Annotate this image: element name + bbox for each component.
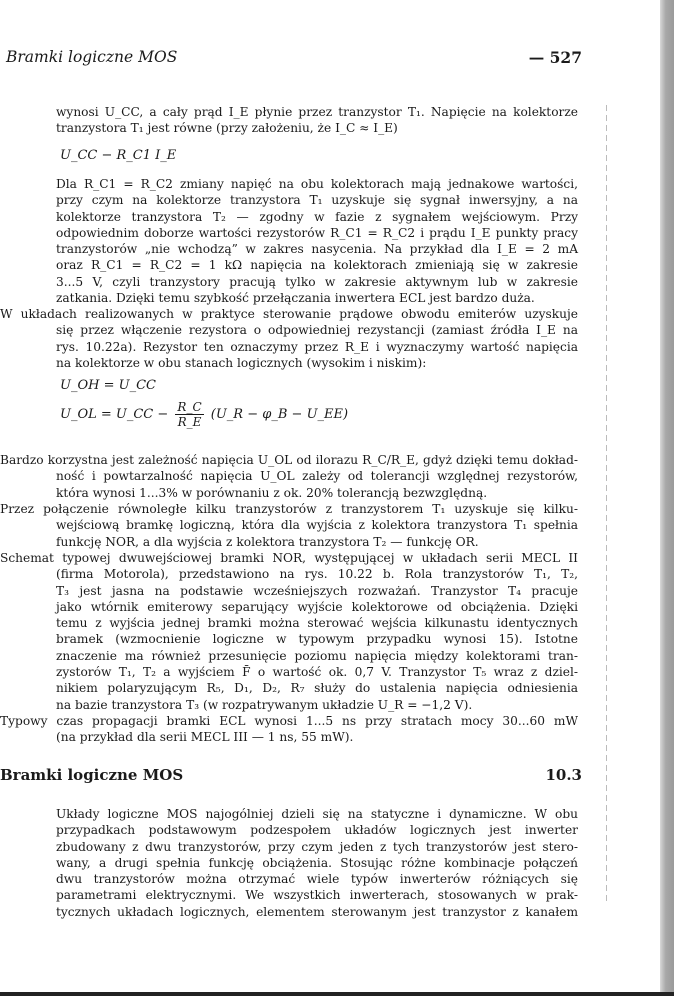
fraction-numerator: R_C: [177, 400, 202, 414]
paragraph-7: [0, 713, 578, 746]
text-line: Schemat typowej dwuwejściowej bramki NOR, występującej w układach serii MECL II: [0, 551, 578, 565]
paragraph-3: [0, 306, 578, 371]
text-line: się przez włączenie rezystora o odpowiedniej rezystancji (zamiast źródła I_E na: [56, 323, 578, 338]
text-line: zatkania. Dzięki temu szybkość przełączania inwertera ECL jest bardzo duża.: [56, 291, 535, 306]
text-line: tycznych układach logicznych, elementem sterowanym jest tranzystor z kanałem: [56, 904, 578, 919]
text-line: przy czym na kolektorze tranzystora T₁ uzyskuje się sygnał inwersyjny, a na: [56, 193, 578, 208]
text-line: Dla R_C1 = R_C2 zmiany napięć na obu kolektorach mają jednakowe wartości,: [56, 177, 578, 191]
running-head-title: Bramki logiczne MOS: [6, 48, 178, 66]
scan-bottom-border: [0, 992, 674, 996]
paragraph-6: [0, 550, 578, 713]
page-number: — 527: [528, 48, 582, 67]
text-line: która wynosi 1...3% w porównaniu z ok. 20% tolerancją bezwzględną.: [56, 485, 488, 500]
text-line: rys. 10.22a). Rezystor ten oznaczymy przez R_E i wyznaczymy wartość napięcia: [56, 339, 578, 354]
fraction-denominator: R_E: [177, 415, 202, 429]
section-heading: [0, 766, 582, 784]
equation-output-high: U_OH = U_CC: [60, 378, 156, 393]
text-line: jako wtórnik emiterowy separujący wyjście kolektorowe od obciążenia. Dzięki: [56, 599, 578, 614]
text-line: W układach realizowanych w praktyce sterowanie prądowe obwodu emiterów uzyskuje: [0, 307, 578, 321]
text-line: funkcję NOR, a dla wyjścia z kolektora tranzystora T₂ — funkcję OR.: [56, 534, 479, 549]
text-line: oraz R_C1 = R_C2 = 1 kΩ napięcia na kolektorach zmieniają się w zakresie: [56, 258, 578, 273]
equation-output-low: [60, 400, 348, 429]
text-line: na bazie tranzystora T₃ (w rozpatrywanym układzie U_R = −1,2 V).: [56, 697, 473, 712]
text-line: wany, a drugi spełnia funkcję obciążenia. Stosując różne kombinacje połączeń: [56, 855, 578, 870]
text-line: Układy logiczne MOS najogólniej dzieli się na statyczne i dynamiczne. W obu: [56, 807, 578, 821]
section-number: 10.3: [545, 766, 582, 784]
text-line: odpowiednim doborze wartości rezystorów R_C1 = R_C2 i prądu I_E punkty pracy: [56, 225, 578, 240]
text-line: przypadkach podstawowym podzespołem układów logicznych jest inwerter: [56, 823, 578, 838]
text-line: nikiem polaryzującym R₅, D₁, D₂, R₇ służy do ustalenia napięcia odniesienia: [56, 681, 578, 696]
section-title: Bramki logiczne MOS: [0, 766, 184, 784]
text-line: zystorów T₁, T₂ a wyjściem F̄ o wartość ok. 0,7 V. Tranzystor T₅ wraz z dziel-: [56, 665, 578, 680]
running-head: [6, 48, 582, 72]
text-line: T₃ jest jasna na podstawie wcześniejszych rozważań. Tranzystor T₄ pracuje: [56, 583, 578, 598]
equation-rhs: (U_R − φ_B − U_EE): [210, 407, 349, 422]
text-line: temu z wyjścia jednej bramki można sterować wejścia kilkunastu identycznych: [56, 616, 578, 631]
paragraph-1: [56, 104, 578, 137]
text-line: ność i powtarzalność napięcia U_OL zależy od tolerancji względnej rezystorów,: [56, 469, 578, 484]
text-line: na kolektorze w obu stanach logicznych (wysokim i niskim):: [56, 355, 427, 370]
paragraph-8: [56, 806, 578, 920]
paragraph-2: [56, 176, 578, 306]
text-line: tranzystora T₁ jest równe (przy założeniu, że I_C ≈ I_E): [56, 121, 398, 136]
page-edge-shadow: [660, 0, 674, 996]
text-line: Typowy czas propagacji bramki ECL wynosi 1...5 ns przy stratach mocy 30...60 mW: [0, 714, 578, 728]
text-line: wynosi U_CC, a cały prąd I_E płynie przez tranzystor T₁. Napięcie na kolektorze: [56, 105, 578, 119]
equation-collector-voltage: U_CC − R_C1 I_E: [60, 148, 177, 163]
text-line: znaczenie ma również przesunięcie poziomu napięcia między kolektorami tran-: [56, 648, 578, 663]
text-line: parametrami elektrycznymi. We wszystkich inwerterach, stosowanych w prak-: [56, 888, 578, 903]
paragraph-4: [0, 452, 578, 501]
text-line: zbudowany z dwu tranzystorów, przy czym jeden z tych tranzystorów jest stero-: [56, 839, 578, 854]
text-line: (firma Motorola), przedstawiono na rys. 10.22 b. Rola tranzystorów T₁, T₂,: [56, 567, 578, 582]
text-line: kolektorze tranzystora T₂ — zgodny w fazie z sygnałem wejściowym. Przy: [56, 209, 578, 224]
text-line: 3...5 V, czyli tranzystory pracują tylko w zakresie aktywnym lub w zakresie: [56, 274, 578, 289]
text-line: bramek (wzmocnienie logiczne w typowym przypadku wynosi 15). Istotne: [56, 632, 578, 647]
fraction: [175, 400, 203, 429]
text-line: (na przykład dla serii MECL III — 1 ns, 55 mW).: [56, 730, 354, 745]
paragraph-5: [0, 501, 578, 550]
text-line: tranzystorów „nie wchodzą” w zakres nasycenia. Na przykład dla I_E = 2 mA: [56, 242, 578, 257]
page-fold-line: [606, 105, 607, 905]
text-line: wejściową bramkę logiczną, która dla wyjścia z kolektora tranzystora T₁ spełnia: [56, 518, 578, 533]
equation-lhs: U_OL = U_CC −: [60, 407, 169, 422]
text-line: Przez połączenie równoległe kilku tranzystorów z tranzystorem T₁ uzyskuje się kilku-: [0, 502, 578, 516]
text-line: dwu tranzystorów można otrzymać wiele typów inwerterów różniących się: [56, 872, 578, 887]
text-line: Bardzo korzystna jest zależność napięcia U_OL od ilorazu R_C/R_E, gdyż dzięki temu dokład-: [0, 453, 578, 467]
